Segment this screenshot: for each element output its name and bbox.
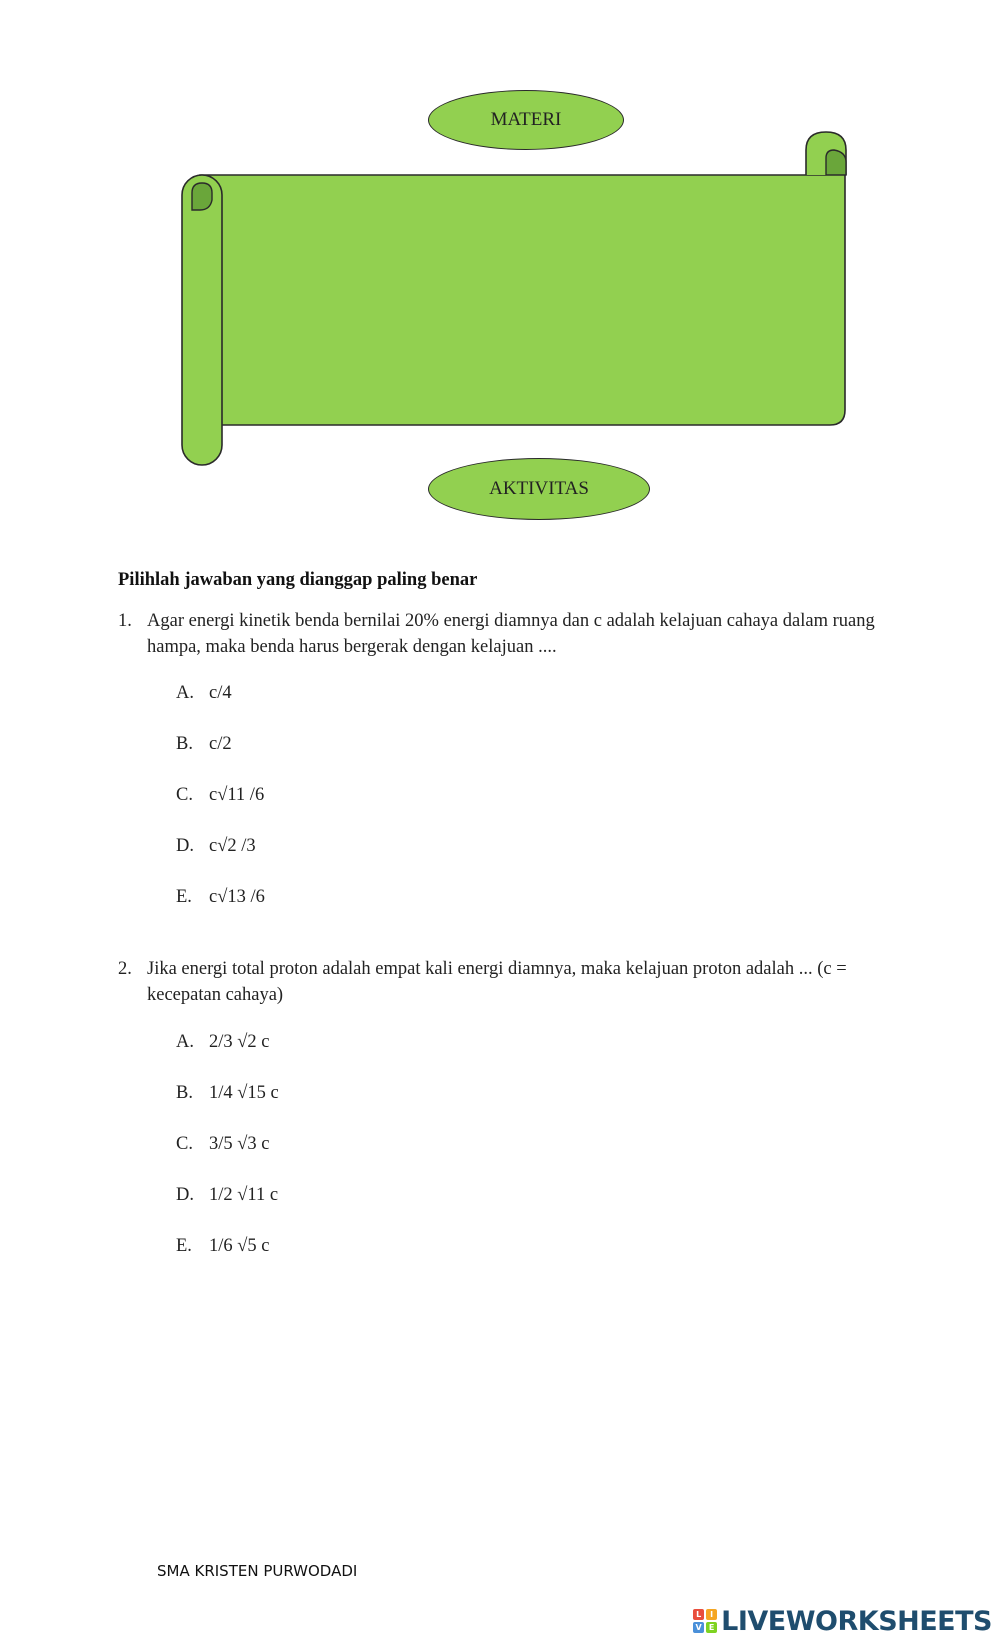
scroll-left-curl bbox=[192, 183, 212, 210]
option-letter: C. bbox=[176, 1134, 193, 1154]
option-text: c√13 /6 bbox=[209, 887, 265, 907]
option-1a[interactable] bbox=[176, 680, 232, 706]
option-letter: A. bbox=[176, 1032, 194, 1052]
option-2c[interactable] bbox=[176, 1131, 270, 1157]
option-letter: E. bbox=[176, 887, 192, 907]
option-letter: E. bbox=[176, 1236, 192, 1256]
aktivitas-button[interactable] bbox=[428, 458, 650, 520]
liveworksheets-icon bbox=[693, 1609, 717, 1633]
question-number: 1. bbox=[118, 611, 132, 631]
scroll-banner bbox=[170, 130, 870, 470]
option-1b[interactable] bbox=[176, 731, 232, 757]
option-2d[interactable] bbox=[176, 1182, 278, 1208]
question-number: 2. bbox=[118, 959, 132, 979]
icon-letter-v: V bbox=[693, 1622, 704, 1633]
option-letter: B. bbox=[176, 734, 193, 754]
liveworksheets-wordmark: LIVEWORKSHEETS bbox=[721, 1605, 992, 1637]
icon-letter-l: L bbox=[693, 1609, 704, 1620]
option-text: 1/4 √15 c bbox=[209, 1083, 279, 1103]
scroll-body bbox=[200, 155, 845, 425]
option-text: 1/6 √5 c bbox=[209, 1236, 270, 1256]
option-letter: C. bbox=[176, 785, 193, 805]
question-2 bbox=[118, 956, 878, 1008]
option-1d[interactable] bbox=[176, 833, 256, 859]
liveworksheets-logo[interactable] bbox=[693, 1603, 992, 1639]
question-1 bbox=[118, 608, 878, 660]
scroll-right-curl bbox=[826, 150, 846, 175]
icon-letter-i: I bbox=[706, 1609, 717, 1620]
option-1c[interactable] bbox=[176, 782, 264, 808]
scroll-left-roll bbox=[182, 175, 222, 465]
option-letter: D. bbox=[176, 1185, 194, 1205]
option-text: 2/3 √2 c bbox=[209, 1032, 270, 1052]
footer-school: SMA KRISTEN PURWODADI bbox=[157, 1562, 358, 1580]
option-letter: A. bbox=[176, 683, 194, 703]
option-text: c√2 /3 bbox=[209, 836, 256, 856]
question-text: Agar energi kinetik benda bernilai 20% energi diamnya dan c adalah kelajuan cahaya dalam ruang hampa, maka benda harus bergerak dengan kelajuan .... bbox=[147, 611, 875, 657]
option-letter: D. bbox=[176, 836, 194, 856]
icon-letter-e: E bbox=[706, 1622, 717, 1633]
aktivitas-label: AKTIVITAS bbox=[489, 478, 589, 499]
option-2a[interactable] bbox=[176, 1029, 270, 1055]
option-text: c√11 /6 bbox=[209, 785, 265, 805]
instruction-heading: Pilihlah jawaban yang dianggap paling benar bbox=[118, 570, 478, 590]
materi-label: MATERI bbox=[490, 109, 562, 130]
option-text: c/2 bbox=[209, 734, 232, 754]
option-2b[interactable] bbox=[176, 1080, 279, 1106]
option-text: c/4 bbox=[209, 683, 232, 703]
option-text: 3/5 √3 c bbox=[209, 1134, 270, 1154]
option-letter: B. bbox=[176, 1083, 193, 1103]
option-1e[interactable] bbox=[176, 884, 265, 910]
option-text: 1/2 √11 c bbox=[209, 1185, 279, 1205]
option-2e[interactable] bbox=[176, 1233, 270, 1259]
question-text: Jika energi total proton adalah empat kali energi diamnya, maka kelajuan proton adalah ... (c = kecepatan cahaya) bbox=[147, 959, 847, 1005]
materi-button[interactable] bbox=[428, 90, 624, 150]
